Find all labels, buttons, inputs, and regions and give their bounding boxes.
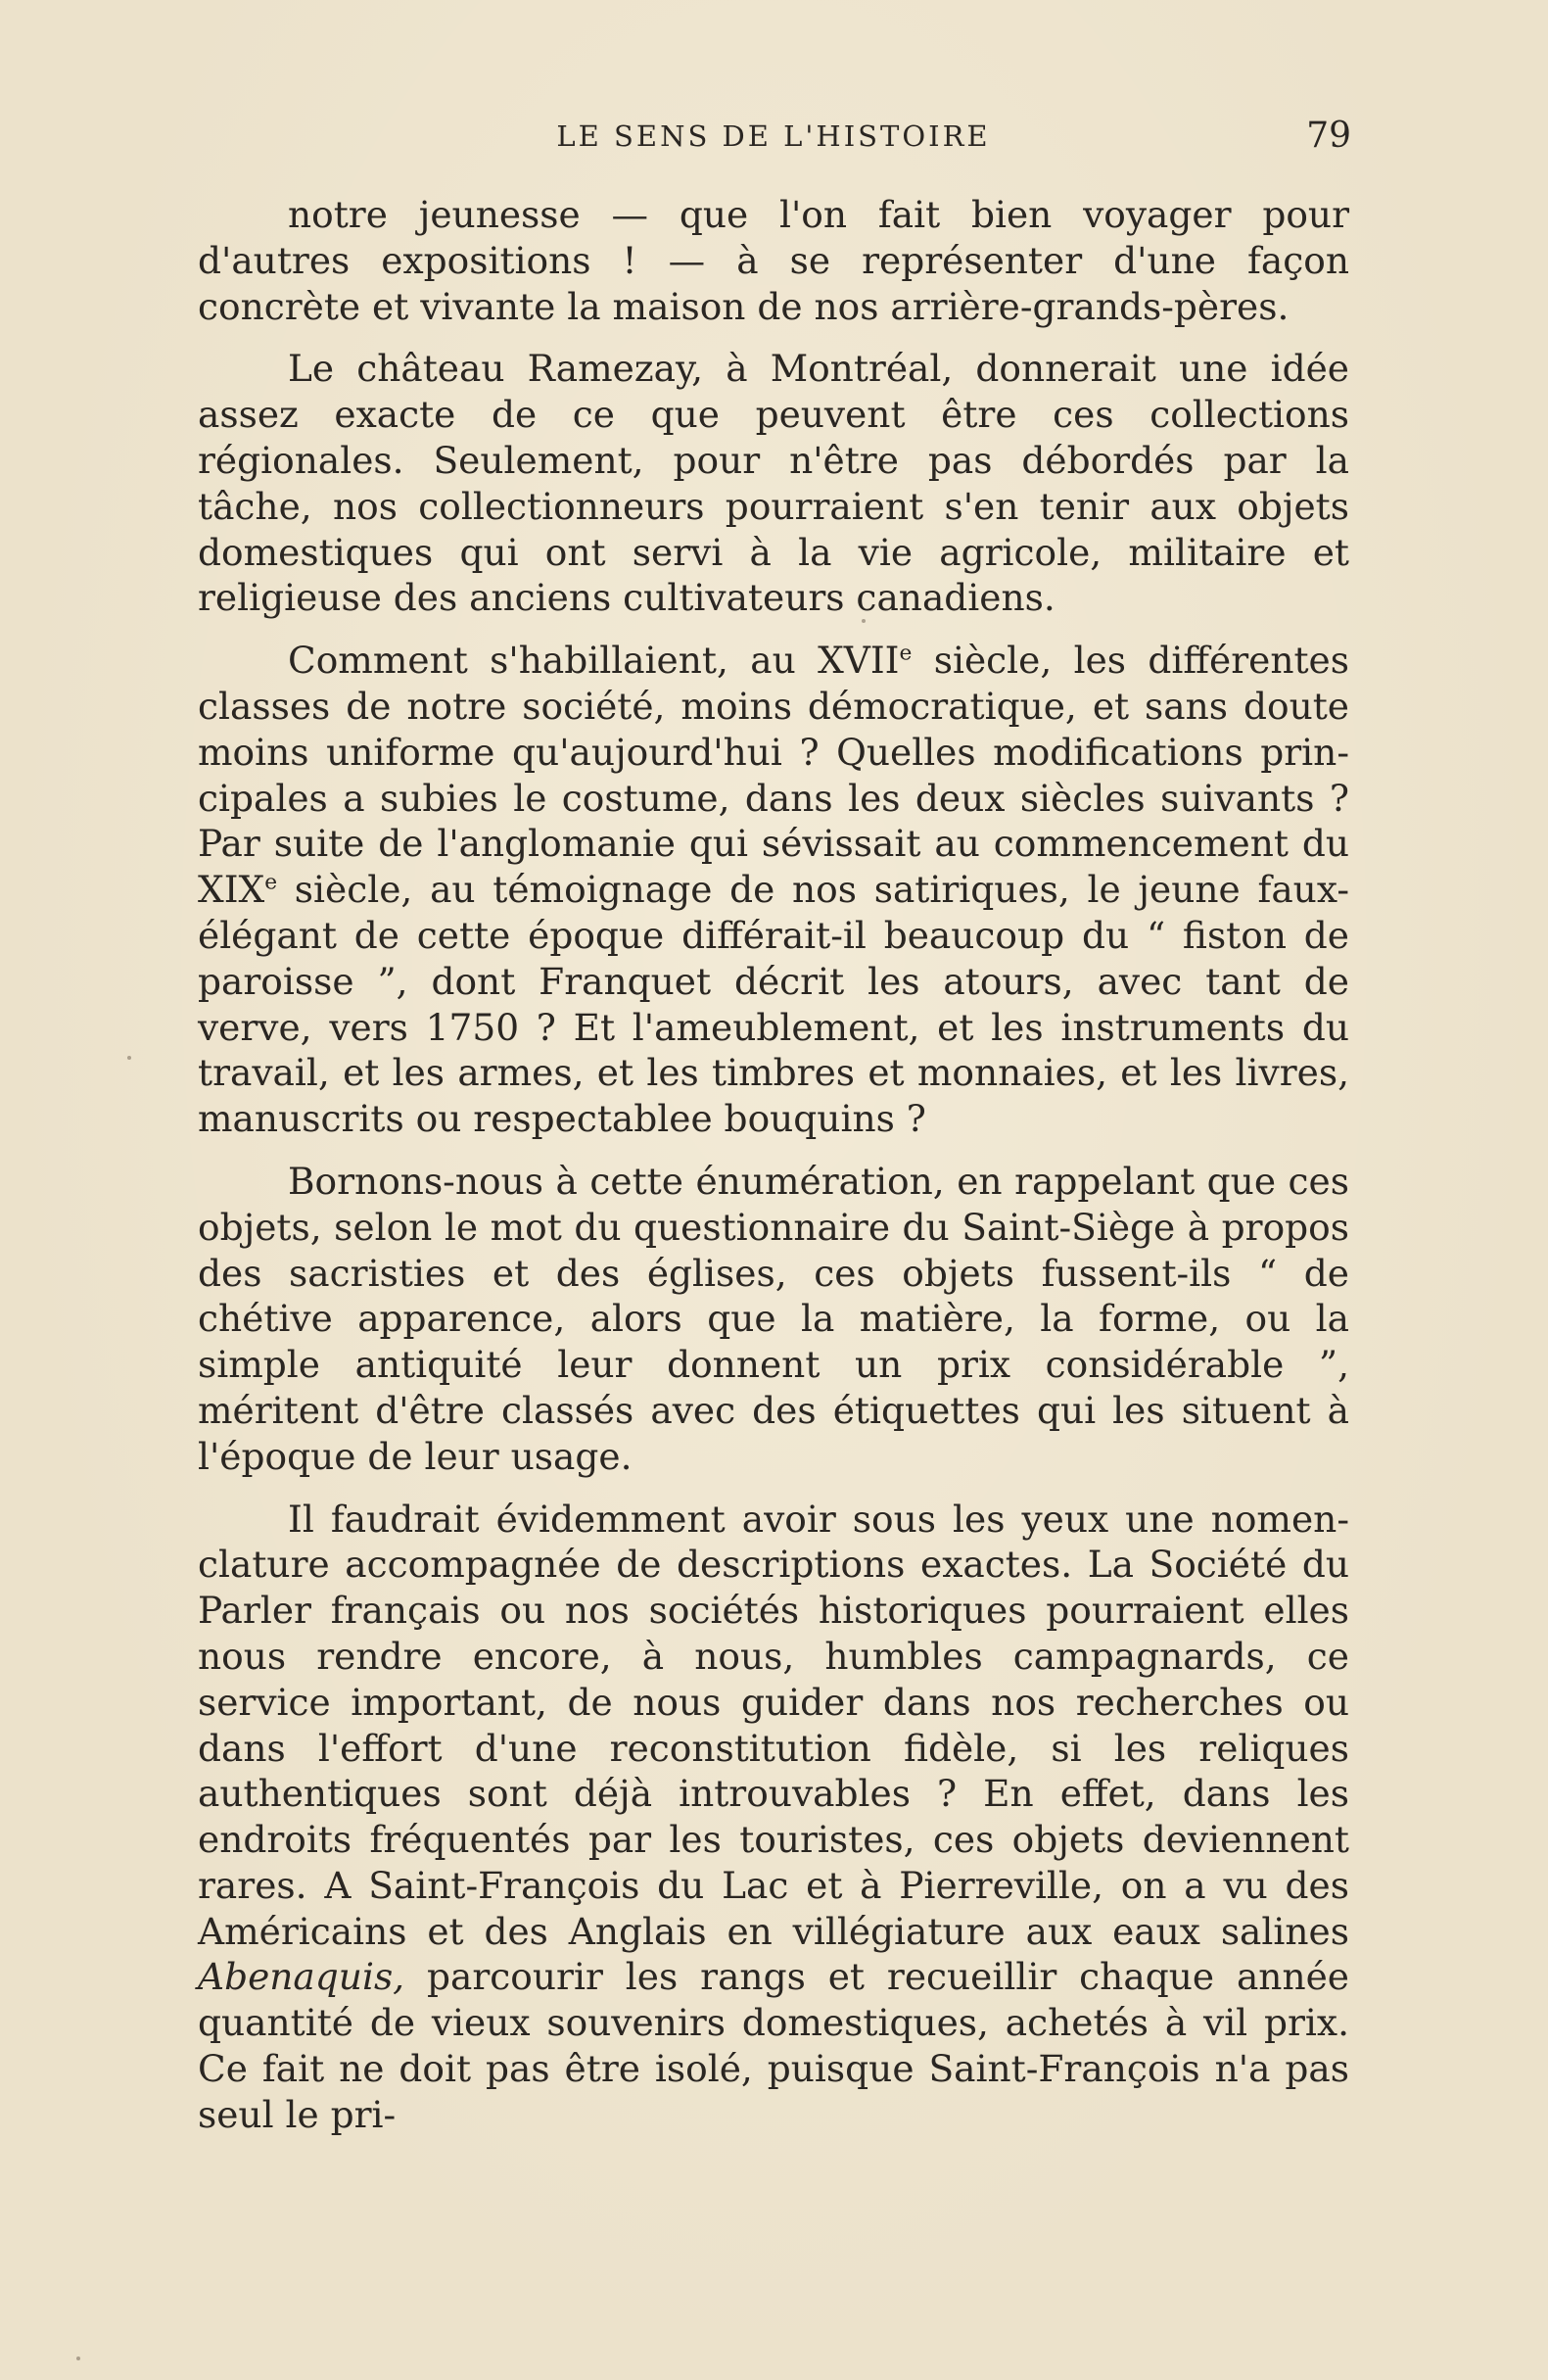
paragraph-text: parcourir les rangs et recueillir chaque année quantité de vieux souvenirs domestiques, achetés à vil prix. Ce fait ne doit pas être isolé, puisque Saint-François n'a pas seul le pri- bbox=[198, 1955, 1349, 2136]
paragraph-text: notre jeunesse — que l'on fait bien voyager pour d'autres expositions ! — à se représenter d'une façon concrète et vivante la maison de nos arrière-grands-pères. bbox=[198, 193, 1349, 328]
paragraph-text: Comment s'habillaient, au XVII bbox=[288, 639, 900, 683]
paragraph-2 bbox=[198, 346, 1349, 621]
paragraph-text: Le château Ramezay, à Montréal, donnerait une idée assez exacte de ce que peuvent être ces collections régionales. Seulement, pour n'être pas débordés par la tâche, nos collectionneurs pourraient s'en tenir aux objets domestiques qui ont servi à la vie agricole, militaire et religieuse des anciens cultivateurs canadiens. bbox=[198, 347, 1349, 620]
superscript-segment bbox=[900, 639, 913, 682]
paragraph-4 bbox=[198, 1159, 1349, 1480]
paper-speck bbox=[76, 2356, 80, 2360]
paragraph-text: siècle, au témoignage de nos satiriques, le jeune faux-élégant de cette époque différait-il beaucoup du “ fiston de paroisse ”, dont Franquet décrit les atours, avec tant de verve, vers 1750 ? Et l'ameublement, et les instruments du travail, et les armes, et les timbres et monnaies, et les livres, manuscrits ou respectablee bouquins ? bbox=[198, 868, 1349, 1141]
text-body bbox=[198, 192, 1349, 2138]
running-title: LE SENS DE L'HISTOIRE bbox=[556, 119, 991, 153]
paper-speck bbox=[862, 619, 866, 623]
running-header bbox=[196, 116, 1351, 165]
paragraph-text: siècle, les différentes classes de notre société, moins démocratique, et sans doute moins uniforme qu'aujourd'hui ? Quelles modifications principales a subies le costume, dans les deux siècles suivants ? Par suite de l'anglomanie qui sévissait au commencement du XIX bbox=[198, 639, 1349, 912]
page-number: 79 bbox=[1306, 116, 1351, 156]
paper-speck bbox=[127, 1056, 131, 1060]
superscript-e: e bbox=[264, 870, 278, 895]
paragraph-5 bbox=[198, 1497, 1349, 2138]
paragraph-text: Il faudrait évidemment avoir sous les yeux une nomenclature accompagnée de descriptions exactes. La Société du Parler français ou nos sociétés historiques pourraient elles nous rendre encore, à nous, humbles campagnards, ce service important, de nous guider dans nos recherches ou dans l'effort d'une reconstitution fidèle, si les reliques authentiques sont déjà introuvables ? En effet, dans les endroits fréquentés par les touristes, ces objets deviennent rares. A Saint-François du Lac et à Pierreville, on a vu des Américains et des Anglais en villégiature aux eaux salines bbox=[198, 1497, 1349, 1953]
paragraph-3 bbox=[198, 638, 1349, 1142]
paragraph-1 bbox=[198, 192, 1349, 329]
paragraph-text: Bornons-nous à cette énumération, en rappelant que ces objets, selon le mot du questionnaire du Saint-Siège à propos des sacristies et des églises, ces objets fussent-ils “ de chétive apparence, alors que la matière, la forme, ou la simple antiquité leur donnent un prix considérable ”, méritent d'être classés avec des étiquettes qui les situent à l'époque de leur usage. bbox=[198, 1159, 1349, 1478]
italic-word: Abenaquis, bbox=[198, 1955, 405, 1999]
superscript-e: e bbox=[899, 641, 913, 666]
superscript-segment bbox=[264, 868, 277, 911]
